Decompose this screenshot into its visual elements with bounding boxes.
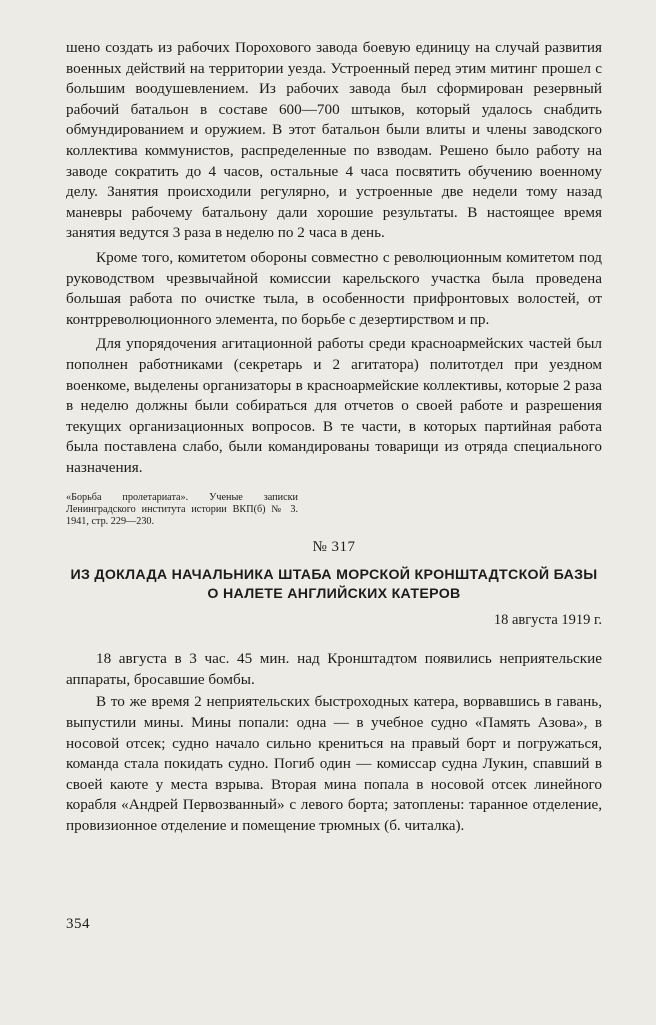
page-number: 354 — [66, 916, 90, 932]
page-body — [66, 38, 602, 837]
paragraph-agitation-work: Для упорядочения агитационной работы среди красноармейских частей был пополнен работниками (секретарь и 2 агитатора) политотдел при уездном военкоме, выделены организаторы в красноармейские коллективы, которые 2 раза в неделю должны были собираться для отчетов о своей работе и разрешения текущих организационных вопросов. В те части, в которых партийная работа была поставлена слабо, были командированы товарищи из отряда специального назначения. — [66, 335, 602, 476]
document-date: 18 августа 1919 г. — [493, 612, 602, 629]
paragraph-air-raid: 18 августа в 3 час. 45 мин. над Кронштадтом появились неприятельские аппараты, бросавшие бомбы. — [66, 650, 602, 688]
source-citation: «Борьба пролетариата». Ученые записки Ленинградского института истории ВКП(б) № 3. 1941, стр. 229—230. — [66, 492, 298, 527]
paragraph-defense-committee: Кроме того, комитетом обороны совместно с революционным комитетом под руководством чрезвычайной комиссии карельского участка была проведена большая работа по очистке тыла, в особенности прифронтовых волостей, от контрреволюционного элемента, по борьбе с дезертирством и пр. — [66, 248, 602, 328]
document-number: № 317 — [312, 539, 356, 556]
paragraph-continuation: шено создать из рабочих Порохового завода боевую единицу на случай развития военных действий на территории уезда. Устроенный перед этим митинг прошел с большим воодушевлением. Из рабочих завода был сформирован резервный рабочий батальон в составе 600—700 штыков, который удалось снабдить обмундированием и оружием. В этот батальон были влиты и члены заводского коллектива коммунистов, распределенные по взводам. Решено было работу на заводе сократить до 4 часов, остальные 4 часа посвятить обучению военному делу. Занятия происходили регулярно, и устроенные две недели тому назад маневры рабочему батальону дали хорошие результаты. В настоящее время занятия ведутся 3 раза в неделю по 2 часа в день. — [66, 39, 602, 242]
document-title: ИЗ ДОКЛАДА НАЧАЛЬНИКА ШТАБА МОРСКОЙ КРОНШТАДТСКОЙ БАЗЫ О НАЛЕТЕ АНГЛИЙСКИХ КАТЕРОВ — [70, 567, 598, 603]
paragraph-torpedo-boats: В то же время 2 неприятельских быстроходных катера, ворвавшись в гавань, выпустили мины. Мины попали: одна — в учебное судно «Память Азова», в носовой отсек; судно начало сильно крениться на правый борт и погружаться, команда стала покидать судно. Погиб один — комиссар судна Лукин, спавший в своей каюте у места взрыва. Вторая мина попала в носовой отсек линейного корабля «Андрей Первозванный» с левого борта; затоплены: таранное отделение, провизионное отделение и помещение трюмных (б. читалка). — [66, 693, 602, 834]
